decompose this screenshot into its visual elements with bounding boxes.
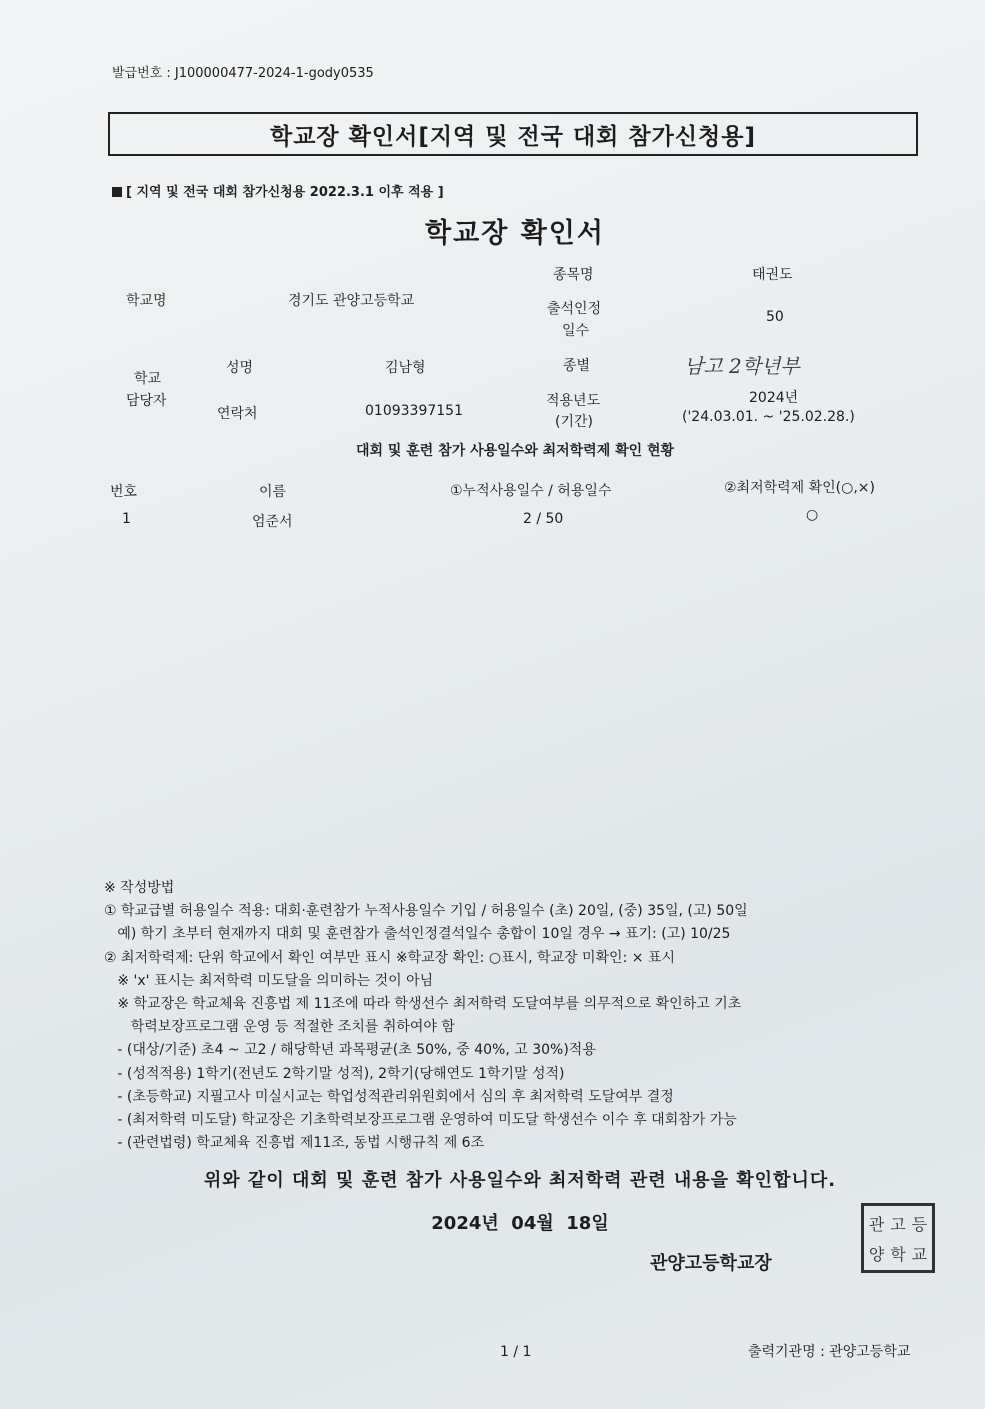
note-line: - (초등학교) 지필고사 미실시교는 학업성적관리위원회에서 심의 후 최저학력 도달여부 결정 <box>104 1088 674 1105</box>
issuing-institution: 출력기관명 : 관양고등학교 <box>748 1344 911 1360</box>
contact-label: 연락처 <box>217 406 258 422</box>
school-value: 경기도 관양고등학교 <box>288 293 415 309</box>
col-header-number: 번호 <box>110 484 138 500</box>
type-value-handwritten: 남고 2학년부 <box>684 354 800 378</box>
row-1-check: ○ <box>806 507 819 523</box>
year-value: 2024년 <box>749 390 799 406</box>
note-line: - (대상/기준) 초4 ~ 고2 / 해당학년 과목평균(초 50%, 중 40%, 고 30%)적용 <box>104 1042 596 1059</box>
note-line: ※ 작성방법 <box>104 880 175 896</box>
page-number: 1 / 1 <box>500 1344 532 1360</box>
note-line: 예) 학기 초부터 현재까지 대회 및 훈련참가 출석인정결석일수 총합이 10일 경우 → 표기: (고) 10/25 <box>104 926 731 943</box>
attendance-value: 50 <box>766 309 784 325</box>
document-title: 학교장 확인서[지역 및 전국 대회 참가신청용] <box>270 123 756 150</box>
school-seal-stamp <box>861 1203 935 1273</box>
name-label: 성명 <box>226 360 254 376</box>
row-1-name: 엄준서 <box>252 514 293 530</box>
year-label-line1: 적용년도 <box>546 393 601 409</box>
col-header-days: ①누적사용일수 / 허용일수 <box>450 483 612 499</box>
confirmation-statement: 위와 같이 대회 및 훈련 참가 사용일수와 최저학력 관련 내용을 확인합니다. <box>203 1170 837 1191</box>
issue-number: 발급번호 : J100000477-2024-1-gody0535 <box>112 66 374 81</box>
event-value: 태권도 <box>752 267 793 283</box>
col-header-name: 이름 <box>259 484 287 500</box>
issue-date: 2024년 04월 18일 <box>431 1213 609 1234</box>
applicability-note <box>112 181 444 200</box>
square-bullet-icon <box>112 187 122 197</box>
principal-signature: 관양고등학교장 <box>650 1253 772 1274</box>
type-label: 종별 <box>563 358 591 374</box>
note-line: ※ 학교장은 학교체육 진흥법 제 11조에 따라 학생선수 최저학력 도달여부를 의무적으로 확인하고 기초 <box>104 996 742 1013</box>
applicability-note-text: [ 지역 및 전국 대회 참가신청용 2022.3.1 이후 적용 ] <box>126 185 444 200</box>
school-label: 학교명 <box>126 293 167 309</box>
seal-char: 관 <box>868 1214 885 1234</box>
attendance-label-line1: 출석인정 <box>547 301 602 317</box>
name-value: 김남형 <box>385 360 426 376</box>
note-line: 학력보장프로그램 운영 등 적절한 조치를 취하여야 함 <box>104 1019 455 1036</box>
main-title: 학교장 확인서 <box>425 218 605 249</box>
period-value: ('24.03.01. ~ '25.02.28.) <box>682 409 855 425</box>
status-heading: 대회 및 훈련 참가 사용일수와 최저학력제 확인 현황 <box>355 443 675 459</box>
note-line: - (성적적용) 1학기(전년도 2학기말 성적), 2학기(당해연도 1학기말 성적) <box>104 1065 565 1082</box>
document-title-box <box>108 112 918 156</box>
contact-value: 01093397151 <box>365 403 463 419</box>
note-line: - (최저학력 미도달) 학교장은 기초학력보장프로그램 운영하여 미도달 학생선수 이수 후 대회참가 가능 <box>104 1112 737 1129</box>
note-line: ① 학교급별 허용일수 적용: 대회·훈련참가 누적사용일수 기입 / 허용일수 (초) 20일, (중) 35일, (고) 50일 <box>104 903 748 920</box>
writing-instructions <box>104 877 748 1155</box>
seal-char: 등 <box>911 1214 928 1234</box>
seal-char: 고 <box>890 1214 906 1234</box>
manager-label-line2: 담당자 <box>126 393 167 409</box>
note-line: ※ 'x' 표시는 최저학력 미도달을 의미하는 것이 아님 <box>104 972 434 989</box>
note-line: ② 최저학력제: 단위 학교에서 확인 여부만 표시 ※학교장 확인: ○표시, 학교장 미확인: × 표시 <box>104 949 675 966</box>
seal-char: 양 <box>868 1244 885 1264</box>
row-1-days: 2 / 50 <box>523 511 564 527</box>
seal-char: 학 <box>890 1244 906 1264</box>
year-label-line2: (기간) <box>555 414 593 430</box>
attendance-label-line2: 일수 <box>562 323 590 339</box>
event-label: 종목명 <box>553 267 594 283</box>
seal-char: 교 <box>911 1244 928 1264</box>
manager-label-line1: 학교 <box>134 371 162 387</box>
col-header-check: ②최저학력제 확인(○,×) <box>724 480 875 496</box>
row-1-number: 1 <box>122 511 131 527</box>
note-line: - (관련법령) 학교체육 진흥법 제11조, 동법 시행규칙 제 6조 <box>104 1135 485 1152</box>
